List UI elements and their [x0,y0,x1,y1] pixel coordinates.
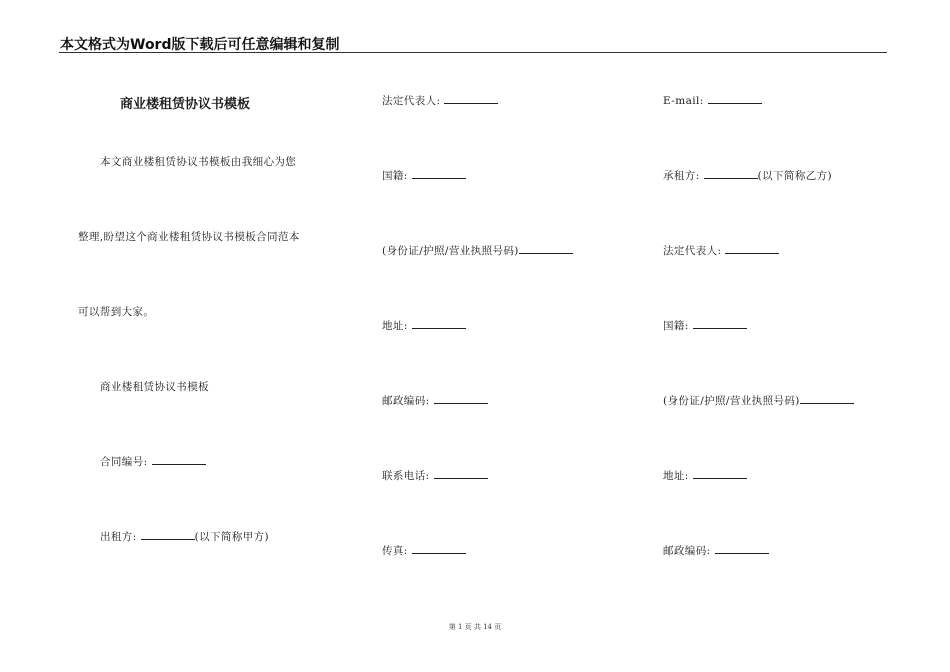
col3-legal-rep-label: 法定代表人: [663,245,722,257]
col3-id-blank [800,393,854,404]
header-divider [59,52,887,53]
col2-id-blank [519,243,573,254]
col2-id-field [382,243,573,258]
col3-email-field [663,93,762,107]
col3-postcode-label: 邮政编码: [663,545,711,557]
col2-phone-blank [434,468,488,479]
contract-number-blank [152,454,206,465]
document-subtitle: 商业楼租赁协议书模板 [100,381,209,393]
page-number-footer: 第 1 页 共 14 页 [448,623,502,631]
col2-phone-label: 联系电话: [382,470,430,482]
col3-nationality-field [663,318,747,333]
intro-line-1: 本文商业楼租赁协议书模板由我细心为您 [100,156,297,168]
col3-address-field [663,468,747,483]
contract-number-field [100,454,206,469]
col2-legal-rep-blank [444,93,498,104]
lessor-suffix: (以下简称甲方) [194,531,270,543]
col2-postcode-blank [434,393,488,404]
col2-nationality-field [382,168,466,183]
col3-address-label: 地址: [663,470,689,482]
col3-legal-rep-blank [725,243,779,254]
col3-lessee-field [663,168,832,183]
col2-postcode-field [382,393,488,408]
contract-number-label: 合同编号: [100,456,148,468]
col3-postcode-blank [715,543,769,554]
col2-id-label: (身份证/护照/营业执照号码) [382,245,519,257]
page-header-title: 本文格式为Word版下载后可任意编辑和复制 [60,37,340,53]
col2-fax-blank [412,543,466,554]
col2-phone-field [382,468,488,483]
lessor-blank [141,529,195,540]
document-title: 商业楼租赁协议书模板 [120,97,251,112]
col3-email-label: E-mail: [663,95,704,107]
col2-fax-label: 传真: [382,545,408,557]
col2-address-blank [412,318,466,329]
col2-nationality-blank [412,168,466,179]
col3-lessee-suffix: (以下简称乙方) [757,170,833,182]
col2-fax-field [382,543,466,558]
col2-legal-rep-field [382,93,498,108]
col3-id-label: (身份证/护照/营业执照号码) [663,395,800,407]
col3-address-blank [693,468,747,479]
intro-line-2: 整理,盼望这个商业楼租赁协议书模板合同范本 [78,231,300,243]
col3-lessee-label: 承租方: [663,170,700,182]
col2-legal-rep-label: 法定代表人: [382,95,441,107]
col3-nationality-label: 国籍: [663,320,689,332]
col3-lessee-blank [704,168,758,179]
col3-nationality-blank [693,318,747,329]
col3-legal-rep-field [663,243,779,258]
lessor-field [100,529,269,544]
intro-line-3: 可以帮到大家。 [78,306,155,318]
col3-id-field [663,393,854,408]
col3-email-blank [708,93,762,104]
col2-address-field [382,318,466,333]
col2-nationality-label: 国籍: [382,170,408,182]
lessor-label: 出租方: [100,531,137,543]
col2-address-label: 地址: [382,320,408,332]
col2-postcode-label: 邮政编码: [382,395,430,407]
col3-postcode-field [663,543,769,558]
